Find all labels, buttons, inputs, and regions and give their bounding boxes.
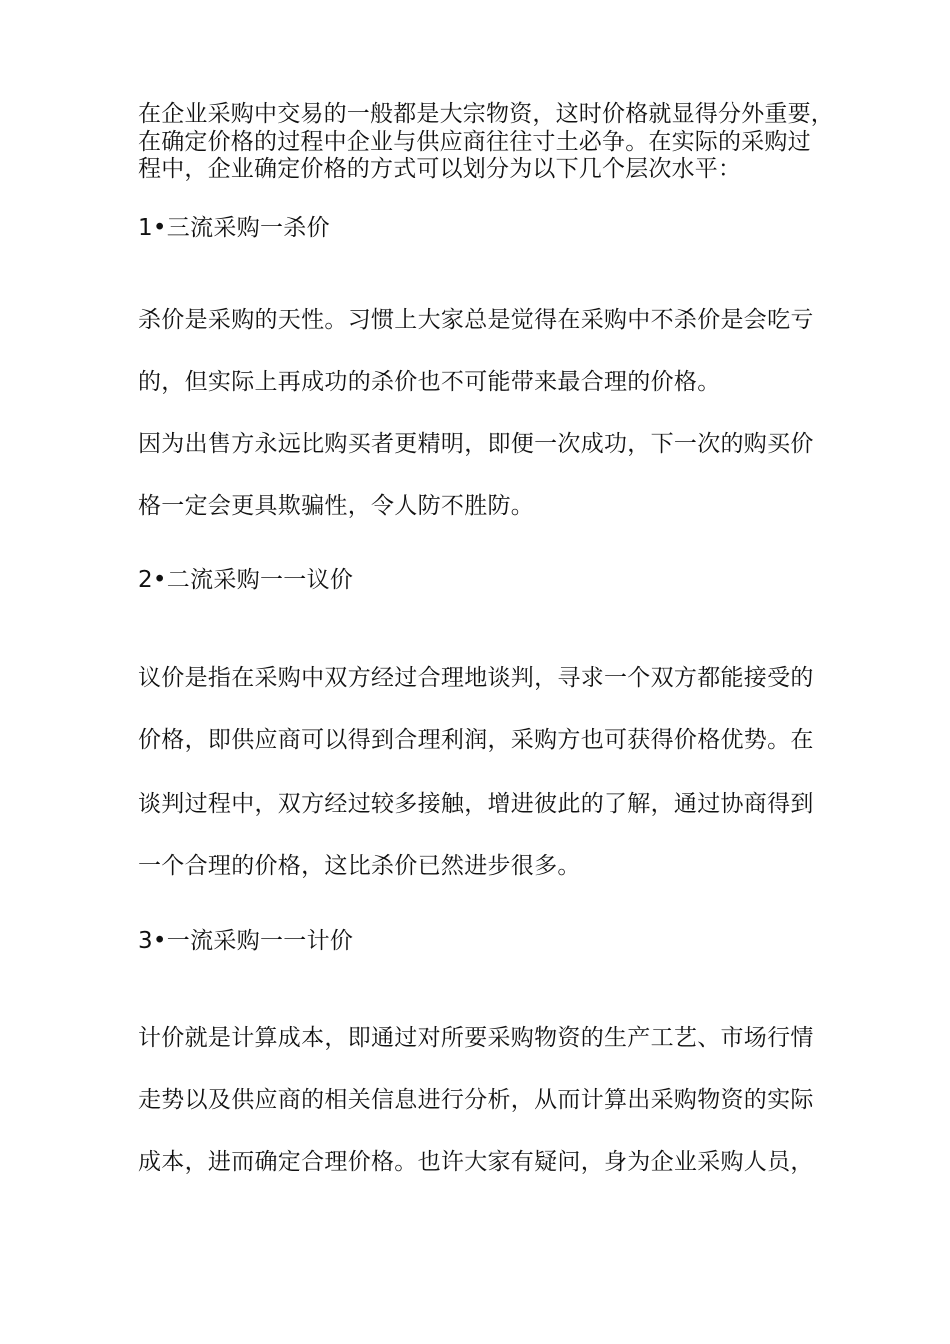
- body-line: 因为出售方永远比购买者更精明，即便一次成功，下一次的购买价: [138, 431, 814, 457]
- body-line: 一个合理的价格，这比杀价已然进步很多。: [138, 853, 581, 879]
- body-line: 计价就是计算成本，即通过对所要采购物资的生产工艺、市场行情: [138, 1025, 814, 1051]
- intro-line: 在企业采购中交易的一般都是大宗物资，这时价格就显得分外重要，: [138, 101, 834, 127]
- body-line: 格一定会更具欺骗性，令人防不胜防。: [138, 493, 535, 519]
- body-line: 价格，即供应商可以得到合理利润，采购方也可获得价格优势。在: [138, 727, 814, 753]
- section-heading: 2•二流采购一一议价: [138, 567, 354, 593]
- body-line: 杀价是采购的天性。习惯上大家总是觉得在采购中不杀价是会吃亏: [138, 307, 814, 333]
- intro-line: 在确定价格的过程中企业与供应商往往寸土必争。在实际的采购过: [138, 129, 811, 155]
- body-line: 走势以及供应商的相关信息进行分析，从而计算出采购物资的实际: [138, 1087, 814, 1113]
- body-line: 谈判过程中，双方经过较多接触，增进彼此的了解，通过协商得到: [138, 791, 814, 817]
- body-line: 成本，进而确定合理价格。也许大家有疑问，身为企业采购人员，: [138, 1149, 814, 1175]
- intro-line: 程中，企业确定价格的方式可以划分为以下几个层次水平：: [138, 156, 742, 182]
- section-heading: 1•三流采购一杀价: [138, 215, 330, 241]
- body-line: 的，但实际上再成功的杀价也不可能带来最合理的价格。: [138, 369, 721, 395]
- body-line: 议价是指在采购中双方经过合理地谈判，寻求一个双方都能接受的: [138, 665, 814, 691]
- section-heading: 3•一流采购一一计价: [138, 928, 354, 954]
